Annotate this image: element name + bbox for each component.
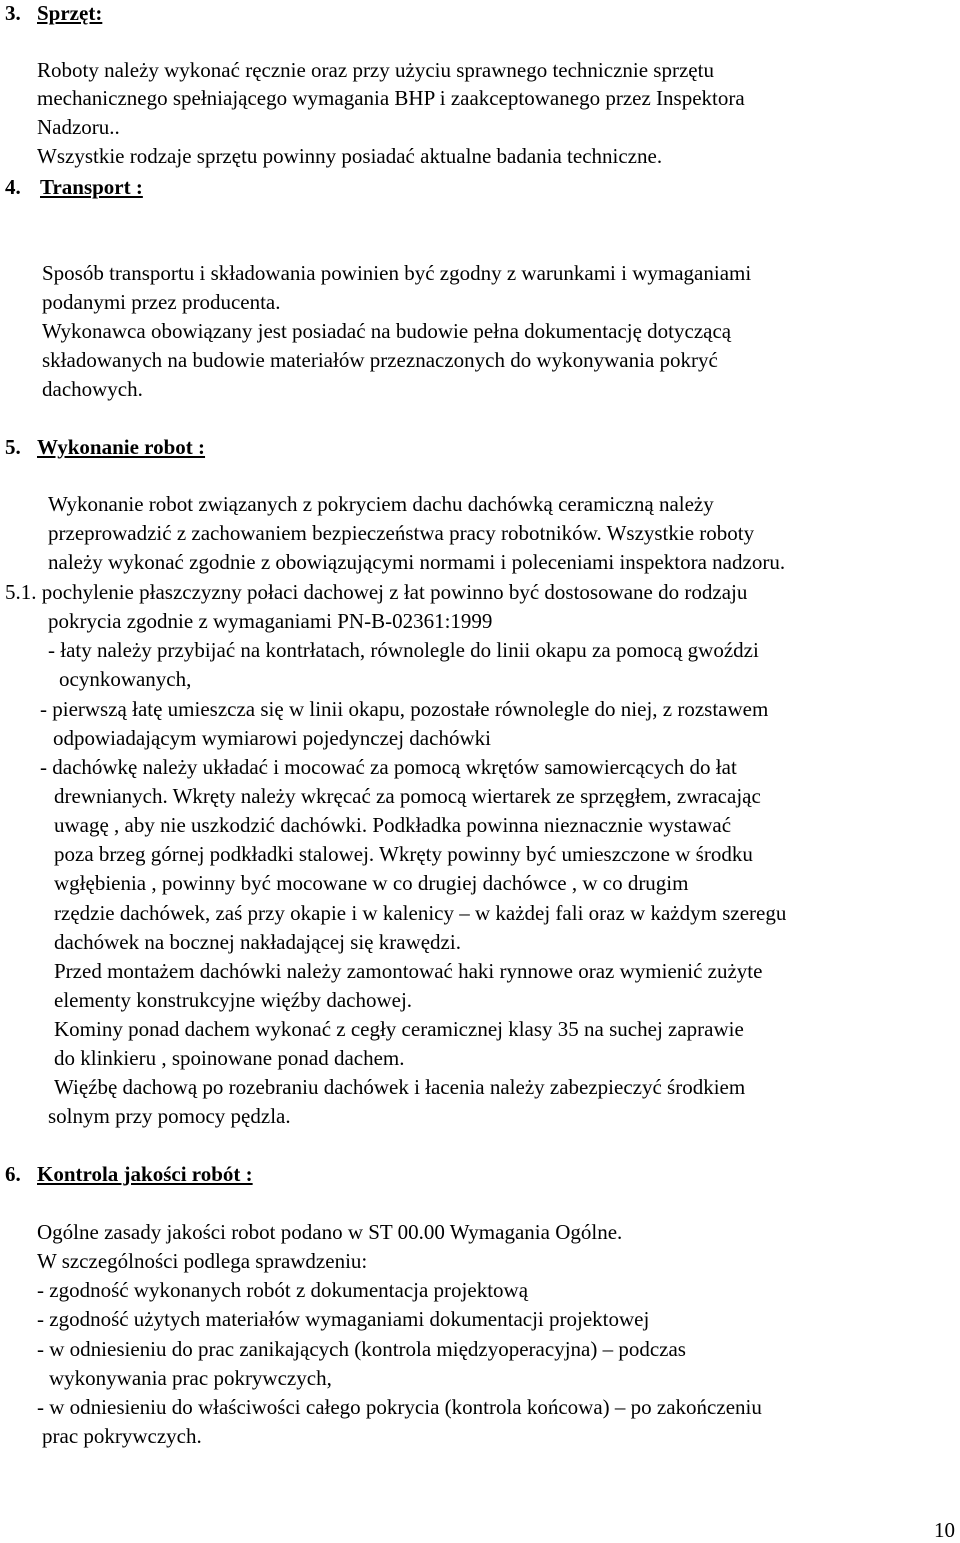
- page-number: 10: [934, 1518, 955, 1542]
- section-6-line: - w odniesieniu do właściwości całego pokrycia (kontrola końcowa) – po zakończeniu: [37, 1395, 762, 1419]
- section-5-number: 5.: [5, 435, 21, 459]
- section-5-line: do klinkieru , spoinowane ponad dachem.: [54, 1046, 405, 1070]
- section-4-heading: Transport :: [40, 175, 143, 199]
- section-5-line: odpowiadającym wymiarowi pojedynczej dachówki: [53, 726, 491, 750]
- section-5-line: przeprowadzić z zachowaniem bezpieczeństwa pracy robotników. Wszystkie roboty: [48, 521, 755, 545]
- section-6-number: 6.: [5, 1162, 21, 1186]
- section-5-line: poza brzeg górnej podkładki stalowej. Wkręty powinny być umieszczone w środku: [54, 842, 753, 866]
- section-6-heading: Kontrola jakości robót :: [37, 1162, 253, 1186]
- section-5-line: dachówek na bocznej nakładającej się krawędzi.: [54, 930, 461, 954]
- section-5-line: solnym przy pomocy pędzla.: [48, 1104, 291, 1128]
- section-6-line: wykonywania prac pokrywczych,: [49, 1366, 332, 1390]
- section-4-line: składowanych na budowie materiałów przeznaczonych do wykonywania pokryć: [42, 348, 718, 372]
- section-6-line: prac pokrywczych.: [42, 1424, 202, 1448]
- section-5-line: - łaty należy przybijać na kontrłatach, równolegle do linii okapu za pomocą gwoździ: [48, 638, 759, 662]
- section-5-line: - pierwszą łatę umieszcza się w linii okapu, pozostałe równolegle do niej, z rozstawem: [40, 697, 769, 721]
- section-6-line: - w odniesieniu do prac zanikających (kontrola międzyoperacyjna) – podczas: [37, 1337, 686, 1361]
- section-6-line: - zgodność wykonanych robót z dokumentacja projektową: [37, 1278, 529, 1302]
- section-4-line: podanymi przez producenta.: [42, 290, 281, 314]
- section-4-line: Sposób transportu i składowania powinien być zgodny z warunkami i wymaganiami: [42, 261, 752, 285]
- section-5-heading: Wykonanie robot :: [37, 435, 206, 459]
- section-4-line: Wykonawca obowiązany jest posiadać na budowie pełna dokumentację dotyczącą: [42, 319, 732, 343]
- section-5-line: należy wykonać zgodnie z obowiązującymi normami i poleceniami inspektora nadzoru.: [48, 550, 786, 574]
- section-5-line: pokrycia zgodnie z wymaganiami PN-B-02361:1999: [48, 609, 493, 633]
- section-5-line: Przed montażem dachówki należy zamontować haki rynnowe oraz wymienić zużyte: [54, 959, 763, 983]
- section-4-line: dachowych.: [42, 377, 143, 401]
- section-4-number: 4.: [5, 175, 21, 199]
- section-6-line: - zgodność użytych materiałów wymaganiami dokumentacji projektowej: [37, 1307, 650, 1331]
- section-5-line: Kominy ponad dachem wykonać z cegły ceramicznej klasy 35 na suchej zaprawie: [54, 1017, 744, 1041]
- section-6-line: Ogólne zasady jakości robot podano w ST 00.00 Wymagania Ogólne.: [37, 1220, 623, 1244]
- section-3-line: mechanicznego spełniającego wymagania BHP i zaakceptowanego przez Inspektora: [37, 86, 745, 110]
- section-5-line: - dachówkę należy układać i mocować za pomocą wkrętów samowiercących do łat: [40, 755, 737, 779]
- section-5-line: ocynkowanych,: [59, 667, 192, 691]
- section-5-line: Wykonanie robot związanych z pokryciem dachu dachówką ceramiczną należy: [48, 492, 714, 516]
- section-5-line: drewnianych. Wkręty należy wkręcać za pomocą wiertarek ze sprzęgłem, zwracając: [54, 784, 761, 808]
- section-5-line: rzędzie dachówek, zaś przy okapie i w kalenicy – w każdej fali oraz w każdym szeregu: [54, 901, 787, 925]
- section-3-line: Wszystkie rodzaje sprzętu powinny posiadać aktualne badania techniczne.: [37, 144, 663, 168]
- section-5-line: elementy konstrukcyjne więźby dachowej.: [54, 988, 413, 1012]
- section-3-number: 3.: [5, 1, 21, 25]
- section-5-line: wgłębienia , powinny być mocowane w co drugiej dachówce , w co drugim: [54, 871, 689, 895]
- section-6-line: W szczególności podlega sprawdzeniu:: [37, 1249, 368, 1273]
- section-3-line: Nadzoru..: [37, 115, 120, 139]
- section-3-heading: Sprzęt:: [37, 1, 103, 25]
- section-5-line: uwagę , aby nie uszkodzić dachówki. Podkładka powinna nieznacznie wystawać: [54, 813, 732, 837]
- section-5-line: 5.1. pochylenie płaszczyzny połaci dachowej z łat powinno być dostosowane do rodzaju: [5, 580, 748, 604]
- section-3-line: Roboty należy wykonać ręcznie oraz przy użyciu sprawnego technicznie sprzętu: [37, 58, 714, 82]
- section-5-line: Więźbę dachową po rozebraniu dachówek i łacenia należy zabezpieczyć środkiem: [54, 1075, 746, 1099]
